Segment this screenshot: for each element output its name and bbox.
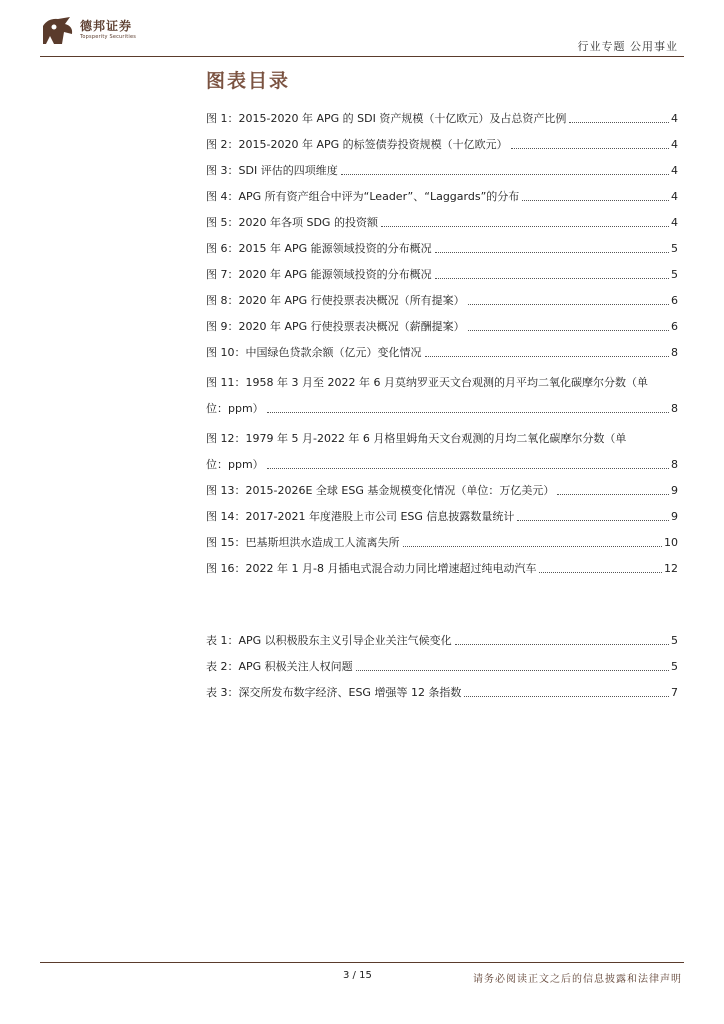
toc-leader-dots	[425, 356, 670, 357]
toc-leader-dots	[557, 494, 669, 495]
toc-entry-page: 4	[671, 164, 678, 177]
toc-entry[interactable]	[206, 100, 678, 126]
page-number: 3 / 15	[343, 970, 372, 981]
toc-entry-page: 9	[671, 484, 678, 497]
toc-entry[interactable]	[206, 152, 678, 178]
toc-entry-page: 9	[671, 510, 678, 523]
toc-entry[interactable]	[206, 282, 678, 308]
toc-entry[interactable]	[206, 648, 678, 674]
toc-entry-page: 4	[671, 138, 678, 151]
toc-entry[interactable]	[206, 524, 678, 550]
toc-leader-dots	[455, 644, 669, 645]
toc-entry-page: 6	[671, 294, 678, 307]
toc-entry-page: 12	[664, 562, 678, 575]
toc-entry-title: 图 11：1958 年 3 月至 2022 年 6 月莫纳罗亚天文台观测的月平均二氧化碳摩尔分数（单	[206, 376, 648, 389]
toc-entry-title: 图 15：巴基斯坦洪水造成工人流离失所	[206, 536, 400, 549]
toc-entry-title: 位：ppm）	[206, 402, 264, 415]
toc-entry-page: 10	[664, 536, 678, 549]
toc-entry-title: 图 3：SDI 评估的四项维度	[206, 164, 338, 177]
toc-entry-title: 位：ppm）	[206, 458, 264, 471]
toc-entry-page: 4	[671, 216, 678, 229]
toc-entry[interactable]	[206, 334, 678, 360]
figure-list	[206, 100, 678, 576]
toc-entry-title: 图 5：2020 年各项 SDG 的投资额	[206, 216, 378, 229]
toc-entry[interactable]	[206, 550, 678, 576]
toc-entry-line2[interactable]	[206, 390, 678, 416]
toc-entry-title: 图 2：2015-2020 年 APG 的标签债券投资规模（十亿欧元）	[206, 138, 508, 151]
logo-company-name: 德邦证券	[80, 19, 133, 33]
toc-entry-title: 图 4：APG 所有资产组合中评为“Leader”、“Laggards”的分布	[206, 190, 520, 203]
footer-disclaimer: 请务必阅读正文之后的信息披露和法律声明	[473, 974, 682, 985]
toc-entry-page: 6	[671, 320, 678, 333]
toc-entry-title: 图 7：2020 年 APG 能源领域投资的分布概况	[206, 268, 432, 281]
toc-entry-page: 4	[671, 190, 678, 203]
toc-leader-dots	[356, 670, 669, 671]
toc-entry[interactable]	[206, 126, 678, 152]
toc-entry-title: 图 10：中国绿色贷款余额（亿元）变化情况	[206, 346, 422, 359]
toc-entry-page: 5	[671, 268, 678, 281]
toc-entry[interactable]	[206, 230, 678, 256]
toc-entry-title: 表 2：APG 积极关注人权问题	[206, 660, 353, 673]
toc-entry-page: 8	[671, 458, 678, 471]
toc-entry[interactable]	[206, 204, 678, 230]
toc-entry-title: 图 8：2020 年 APG 行使投票表决概况（所有提案）	[206, 294, 465, 307]
toc-entry[interactable]	[206, 498, 678, 524]
toc-entry-page: 4	[671, 112, 678, 125]
toc-entry-page: 7	[671, 686, 678, 699]
toc-entry-line1[interactable]	[206, 416, 678, 446]
toc-entry[interactable]	[206, 472, 678, 498]
toc-leader-dots	[569, 122, 669, 123]
logo-company-subtitle: Topsperity Securities	[80, 34, 137, 40]
toc-entry-page: 5	[671, 660, 678, 673]
toc-leader-dots	[517, 520, 669, 521]
header-category: 行业专题 公用事业	[577, 40, 678, 53]
toc-entry-page: 5	[671, 242, 678, 255]
toc-leader-dots	[522, 200, 669, 201]
toc-entry[interactable]	[206, 308, 678, 334]
toc-entry-title: 图 9：2020 年 APG 行使投票表决概况（薪酬提案）	[206, 320, 465, 333]
table-list	[206, 622, 678, 700]
toc-leader-dots	[464, 696, 669, 697]
toc-entry[interactable]	[206, 622, 678, 648]
footer-divider	[40, 962, 684, 963]
toc-entry[interactable]	[206, 178, 678, 204]
toc-entry-title: 图 13：2015-2026E 全球 ESG 基金规模变化情况（单位：万亿美元）	[206, 484, 555, 497]
toc-leader-dots	[468, 330, 669, 331]
toc-leader-dots	[435, 278, 669, 279]
toc-entry[interactable]	[206, 674, 678, 700]
toc-entry-title: 表 1：APG 以积极股东主义引导企业关注气候变化	[206, 634, 452, 647]
header-divider	[40, 56, 684, 57]
toc-entry-page: 8	[671, 346, 678, 359]
company-logo-icon	[40, 14, 76, 48]
page-header	[40, 14, 684, 56]
toc-leader-dots	[468, 304, 669, 305]
toc-leader-dots	[403, 546, 663, 547]
toc-leader-dots	[435, 252, 669, 253]
toc-leader-dots	[539, 572, 662, 573]
toc-entry-line2[interactable]	[206, 446, 678, 472]
toc-entry-page: 8	[671, 402, 678, 415]
toc-entry[interactable]	[206, 256, 678, 282]
toc-leader-dots	[511, 148, 669, 149]
toc-entry-title: 图 1：2015-2020 年 APG 的 SDI 资产规模（十亿欧元）及占总资产比例	[206, 112, 567, 125]
toc-leader-dots	[341, 174, 669, 175]
toc-leader-dots	[267, 468, 669, 469]
toc-entry-title: 图 12：1979 年 5 月-2022 年 6 月格里姆角天文台观测的月均二氧化碳摩尔分数（单	[206, 432, 627, 445]
toc-title: 图表目录	[206, 70, 291, 92]
toc-leader-dots	[267, 412, 669, 413]
toc-entry-line1[interactable]	[206, 360, 678, 390]
toc-entry-title: 图 16：2022 年 1 月-8 月插电式混合动力同比增速超过纯电动汽车	[206, 562, 537, 575]
toc-entry-page: 5	[671, 634, 678, 647]
toc-leader-dots	[381, 226, 669, 227]
toc-entry-title: 图 14：2017-2021 年度港股上市公司 ESG 信息披露数量统计	[206, 510, 515, 523]
toc-entry-title: 表 3：深交所发布数字经济、ESG 增强等 12 条指数	[206, 686, 462, 699]
toc-entry-title: 图 6：2015 年 APG 能源领域投资的分布概况	[206, 242, 432, 255]
